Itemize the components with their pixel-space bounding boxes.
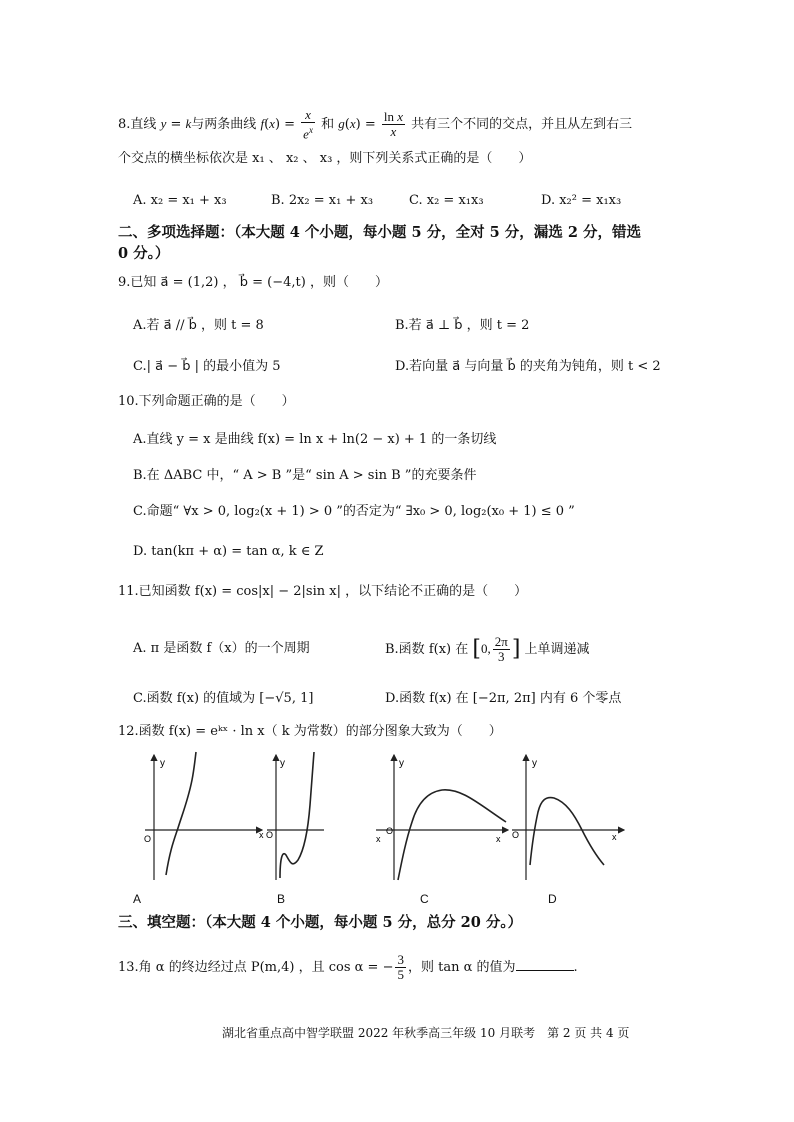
svg-text:O: O: [386, 826, 394, 836]
graph-c: [372, 750, 512, 885]
q10-option-c: C.命题“ ∀x > 0, log₂(x + 1) > 0 ”的否定为“ ∃x₀ > 0, log₂(x₀ + 1) ≤ 0 ”: [133, 504, 575, 519]
q9-option-c: C.| a⃗ − b⃗ | 的最小值为 5: [133, 359, 281, 374]
graph-d: [508, 750, 628, 885]
svg-text:O: O: [512, 830, 520, 840]
q8-line1: 8.直线 y = k与两条曲线 f(x) = $\frac{x}{e^x}$ 和 g(x) = $\frac{\text{ln x}}{x}$ 共有三个不同的交点，并且从左到右三: [118, 107, 633, 142]
fraction-2pi-over-3: $\frac{2\pi}{3}$: [494, 634, 508, 664]
q11-option-d: D.函数 f(x) 在 [−2π, 2π] 内有 6 个零点: [385, 691, 622, 706]
svg-text:O: O: [266, 830, 274, 840]
q11-option-a: A. π 是函数 f（x）的一个周期: [133, 641, 310, 656]
graph-b: [259, 750, 382, 885]
answer-blank[interactable]: [516, 958, 574, 971]
graph-c-label: C: [420, 892, 429, 906]
svg-text:x: x: [259, 830, 264, 840]
graph-b-label: B: [277, 892, 286, 906]
q11-option-b: B.函数 f(x) 在 [0, $\frac{2\pi}{3}$ ] 上单调递减: [385, 634, 590, 664]
svg-text:x: x: [496, 834, 501, 844]
svg-text:x: x: [612, 832, 617, 842]
q10-stem: 10.下列命题正确的是（ ）: [118, 394, 295, 409]
fraction-x-over-ex: $\frac{x}{e^x}$: [303, 107, 313, 142]
q10-option-b: B.在 ΔABC 中，“ A > B ”是“ sin A > sin B ”的充要条件: [133, 468, 477, 483]
svg-text:x: x: [376, 834, 381, 844]
svg-text:y: y: [532, 758, 537, 769]
svg-text:O: O: [144, 834, 152, 844]
section3-title: 三、填空题：（本大题 4 个小题，每小题 5 分，总分 20 分。）: [118, 914, 523, 931]
fraction-3-over-5: $\frac{3}{5}$: [397, 952, 404, 982]
svg-text:y: y: [280, 758, 285, 769]
fraction-lnx-over-x: $\frac{\text{ln x}}{x}$: [383, 109, 403, 140]
svg-text:y: y: [399, 758, 404, 769]
section2-title-line1: 二、多项选择题：（本大题 4 个小题，每小题 5 分，全对 5 分，漏选 2 分，错选: [118, 224, 641, 241]
graph-d-label: D: [548, 892, 557, 906]
q9-option-d: D.若向量 a⃗ 与向量 b⃗ 的夹角为钝角，则 t < 2: [395, 359, 661, 374]
q8-option-a: A. x₂ = x₁ + x₃: [133, 193, 227, 208]
q13-line: 13.角 α 的终边经过点 P(m,4) ，且 cos α = − $\frac{3}{5}$ ，则 tan α 的值为 .: [118, 952, 578, 982]
svg-text:y: y: [160, 758, 165, 769]
q8-option-b: B. 2x₂ = x₁ + x₃: [271, 193, 374, 208]
q9-stem: 9.已知 a⃗ = (1,2) ， b⃗ = (−4,t) ，则（ ）: [118, 275, 388, 290]
q8-option-d: D. x₂² = x₁x₃: [541, 193, 622, 208]
q10-option-a: A.直线 y = x 是曲线 f(x) = ln x + ln(2 − x) + 1 的一条切线: [133, 432, 497, 447]
section2-title-line2: 0 分。）: [118, 245, 170, 262]
q9-option-b: B.若 a⃗ ⊥ b⃗ ，则 t = 2: [395, 318, 530, 333]
q11-option-c: C.函数 f(x) 的值域为 [−√5, 1]: [133, 691, 314, 706]
graph-a: [140, 750, 265, 885]
graph-a-label: A: [133, 892, 142, 906]
q8-line2: 个交点的横坐标依次是 x₁ 、 x₂ 、 x₃ ，则下列关系式正确的是（ ）: [118, 151, 532, 166]
q9-option-a: A.若 a⃗ // b⃗ ，则 t = 8: [133, 318, 264, 333]
q8-option-c: C. x₂ = x₁x₃: [409, 193, 484, 208]
page-footer: 湖北省重点高中智学联盟 2022 年秋季高三年级 10 月联考 第 2 页 共 4 页: [222, 1026, 630, 1040]
q11-stem: 11.已知函数 f(x) = cos|x| − 2|sin x| ，以下结论不正确的是（ ）: [118, 584, 528, 599]
q12-stem: 12.函数 f(x) = eᵏˣ · ln x（ k 为常数）的部分图象大致为（ ）: [118, 724, 502, 739]
q10-option-d: D. tan(kπ + α) = tan α, k ∈ Z: [133, 544, 324, 559]
